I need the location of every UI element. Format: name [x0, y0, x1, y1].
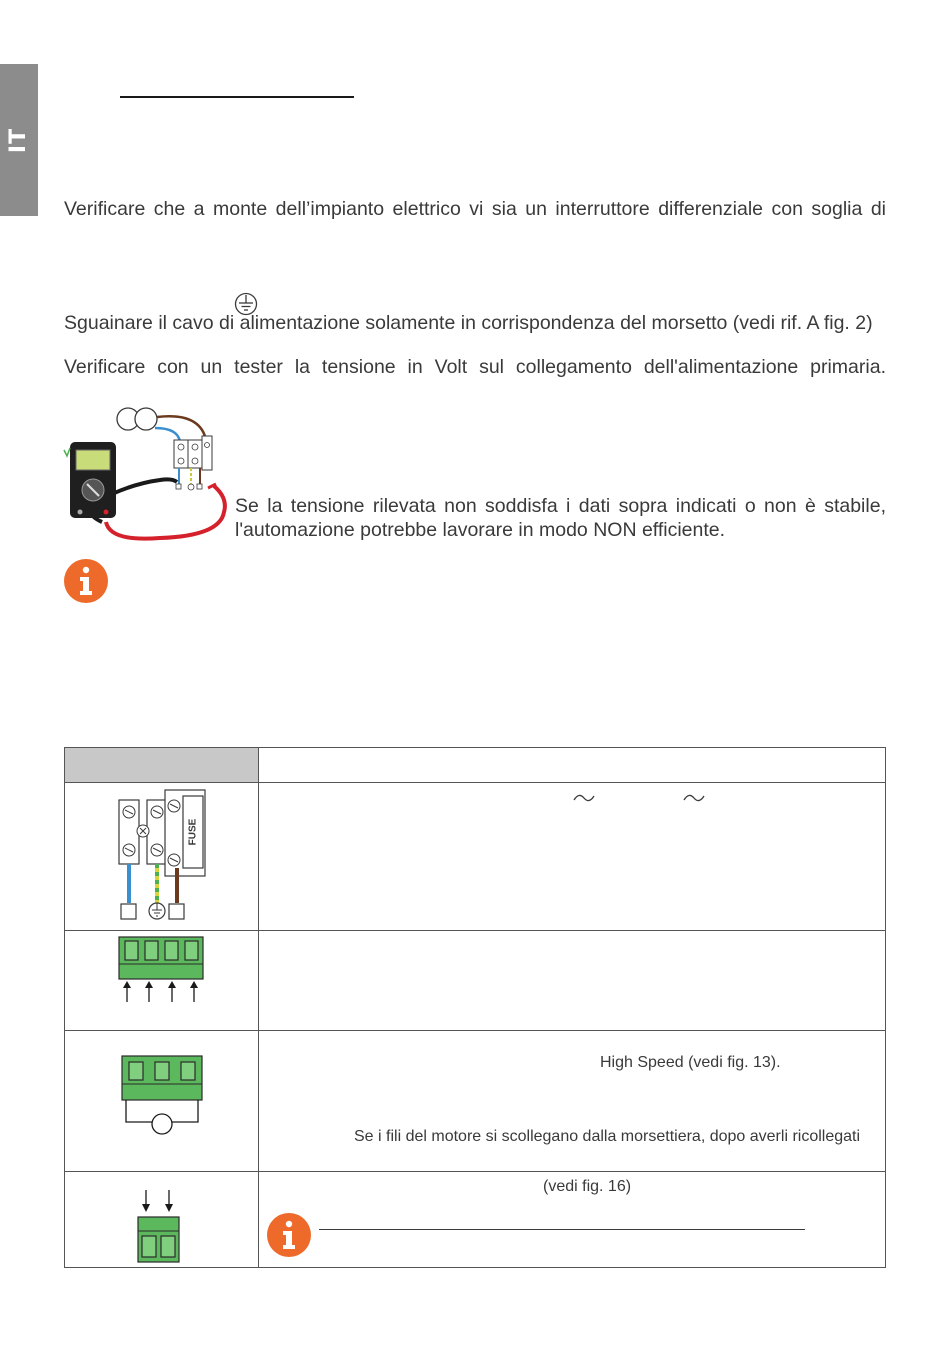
fuse-label: FUSE — [187, 818, 199, 846]
two-pin-connector-icon — [135, 1190, 185, 1264]
section-title-rule — [120, 96, 354, 98]
info-icon — [63, 558, 109, 604]
motor-connector-icon — [119, 1054, 209, 1138]
connections-table — [64, 747, 886, 1268]
ac-tilde-icon — [573, 792, 595, 804]
paragraph-differential-switch: Verificare che a monte dell’impianto elettrico vi sia un interruttore differenziale con soglia di — [64, 198, 886, 220]
motor-wires-note: Se i fili del motore si scollegano dalla morsettiera, dopo averli ricollegati — [354, 1128, 861, 1145]
language-tab — [0, 64, 38, 216]
ac-tilde-icon — [683, 792, 705, 804]
info-note-rule — [319, 1229, 805, 1230]
high-speed-note: High Speed (vedi fig. 13). — [600, 1054, 781, 1071]
language-tab-label: IT — [6, 127, 32, 153]
figure-16-ref: (vedi fig. 16) — [543, 1178, 632, 1195]
fuse-terminal-block-icon — [113, 788, 213, 926]
table-header-cell-image — [65, 748, 258, 782]
voltage-warning-text: Se la tensione rilevata non soddisfa i dati sopra indicati o non è stabile, l'automazione potrebbe lavorare in modo NON efficiente. — [235, 495, 886, 541]
motor-icon — [152, 1114, 172, 1134]
tester-wiring-illustration — [60, 402, 235, 542]
paragraph-tester-check: Verificare con un tester la tensione in Volt sul collegamento dell'alimentazione primaria. — [64, 356, 886, 378]
paragraph-strip-cable: Sguainare il cavo di alimentazione solamente in corrispondenza del morsetto (vedi rif. A fig. 2) — [64, 312, 873, 334]
table-column-divider — [258, 748, 259, 1267]
four-pin-connector-icon — [117, 936, 207, 1006]
info-icon — [266, 1212, 312, 1258]
